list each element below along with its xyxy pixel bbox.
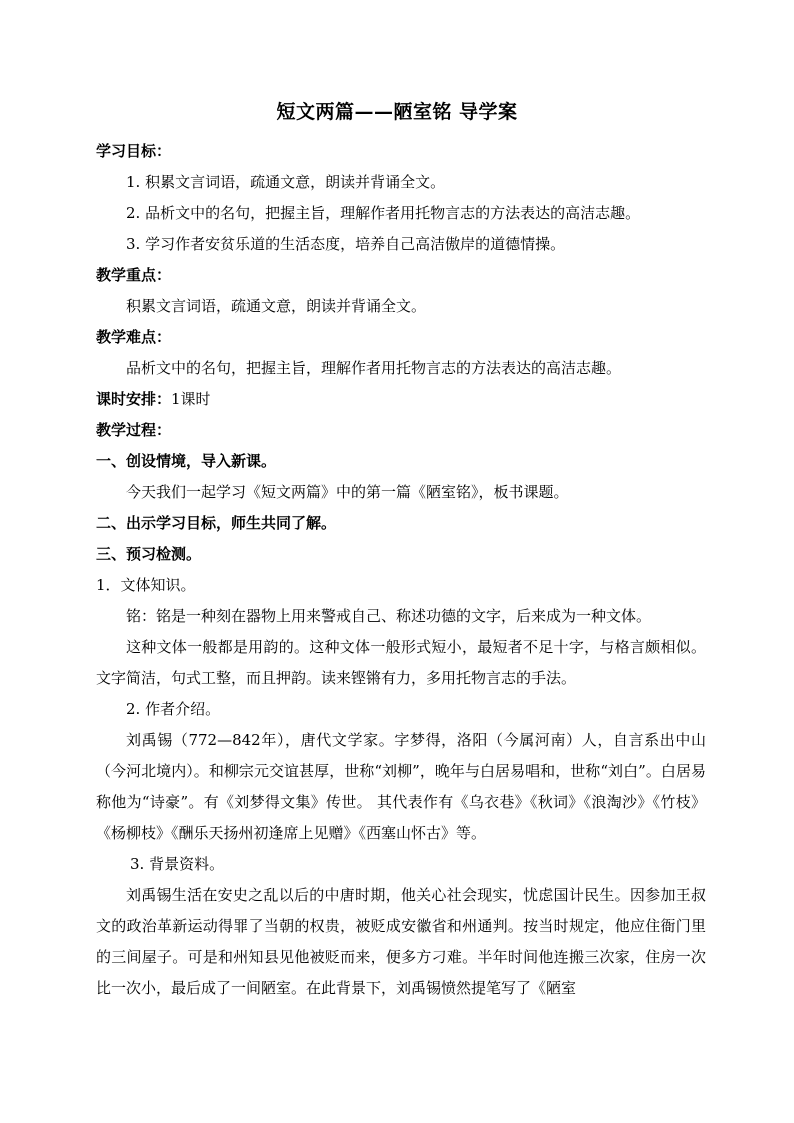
goal-item-2: 2. 品析文中的名句，把握主旨，理解作者用托物言志的方法表达的高洁志趣。 [126, 204, 641, 222]
genre-paragraph: 这种文体一般都是用韵的。这种文体一般形式短小，最短者不足十字，与格言颇相似。文字简洁，句式工整，而且押韵。读来铿锵有力，多用托物言志的手法。 [96, 638, 706, 687]
section-3-heading: 三、预习检测。 [96, 545, 202, 563]
section-1-heading: 一、创设情境，导入新课。 [96, 452, 277, 470]
document-body [96, 136, 706, 1004]
difficulties-text: 品析文中的名句，把握主旨，理解作者用托物言志的方法表达的高洁志趣。 [126, 359, 622, 377]
subsection-1-heading: 1．文体知识。 [96, 576, 196, 594]
heading-learning-goals: 学习目标： [96, 142, 172, 160]
background-paragraph: 刘禹锡生活在安史之乱以后的中唐时期，他关心社会现实，忧虑国计民生。因参加王叔文的政治革新运动得罪了当朝的权贵，被贬成安徽省和州通判。按当时规定，他应住衙门里的三间屋子。可是和州知县见他被贬而来，便多方刁难。半年时间他连搬三次家，住房一次比一次小，最后成了一间陋室。在此背景下，刘禹锡愤然提笔写了《陋室 [96, 886, 706, 997]
schedule-line [96, 384, 706, 415]
subsection-3-heading: 3. 背景资料。 [130, 855, 225, 873]
goal-item-3: 3. 学习作者安贫乐道的生活态度，培养自己高洁傲岸的道德情操。 [126, 235, 566, 253]
heading-difficulties: 教学难点： [96, 328, 172, 346]
document-title: 短文两篇——陋室铭 导学案 [276, 101, 518, 123]
section-2-heading: 二、出示学习目标，师生共同了解。 [96, 514, 337, 532]
author-paragraph: 刘禹锡（772—842年），唐代文学家。字梦得，洛阳（今属河南）人，自言系出中山（今河北境内）。和柳宗元交谊甚厚，世称“刘柳”，晚年与白居易唱和，世称“刘白”。白居易称他为“诗豪”。有《刘梦得文集》传世。 其代表作有《乌衣巷》《秋词》《浪淘沙》《竹枝》《杨柳枝》《酬乐天扬州初逢席上见赠》《西塞山怀古》等。 [96, 731, 706, 842]
heading-process: 教学过程： [96, 421, 172, 439]
heading-key-points: 教学重点： [96, 266, 172, 284]
key-points-text: 积累文言词语，疏通文意，朗读并背诵全文。 [126, 297, 427, 315]
schedule-value: 1课时 [171, 390, 211, 408]
ming-definition: 铭：铭是一种刻在器物上用来警戒自己、称述功德的文字，后来成为一种文体。 [126, 607, 652, 625]
section-1-text: 今天我们一起学习《短文两篇》中的第一篇《陋室铭》，板书课题。 [126, 483, 569, 501]
subsection-2-heading: 2. 作者介绍。 [126, 700, 221, 718]
goal-item-1: 1. 积累文言词语，疏通文意，朗读并背诵全文。 [126, 173, 446, 191]
schedule-label: 课时安排： [96, 390, 172, 408]
